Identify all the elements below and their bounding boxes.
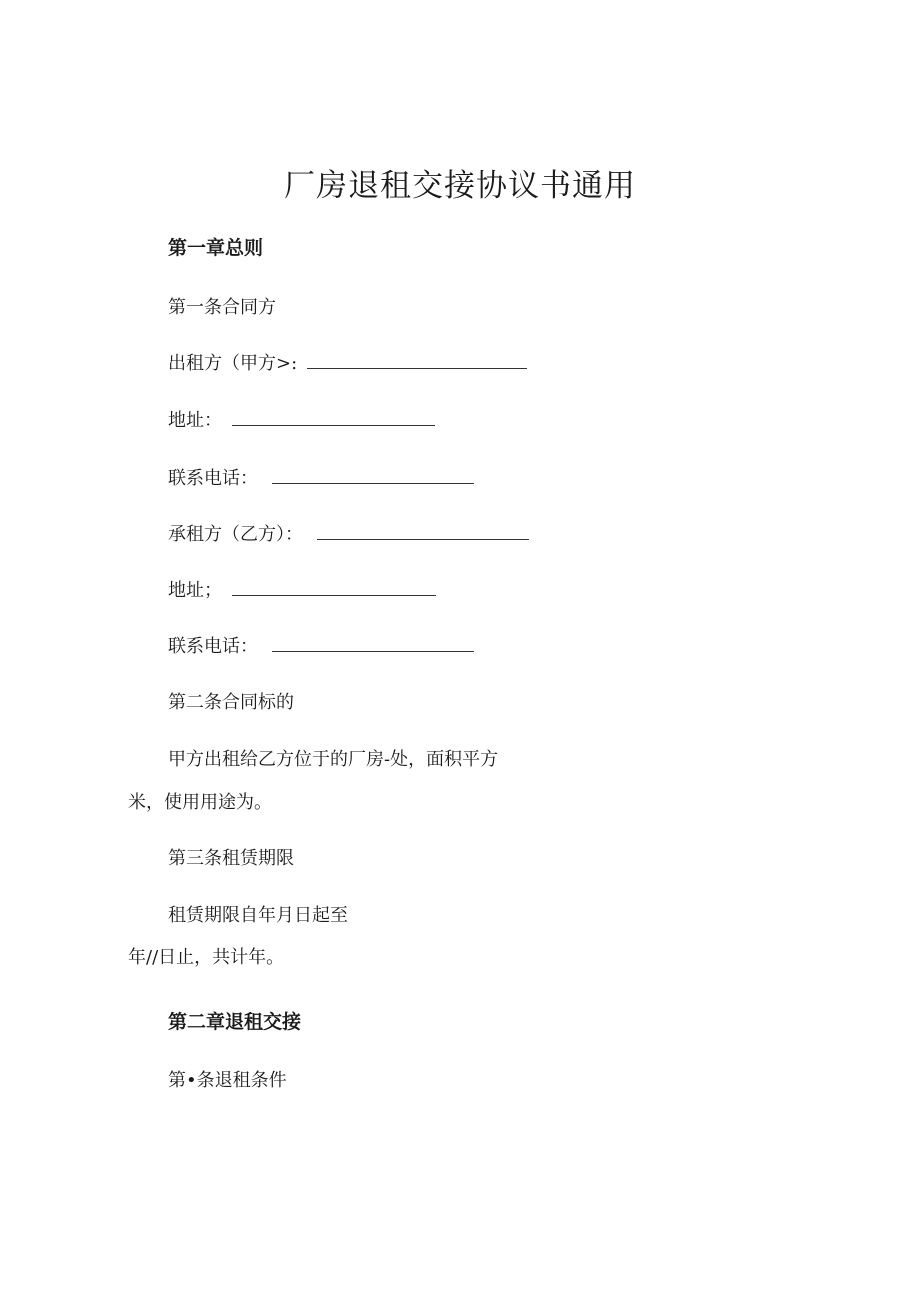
lessee-phone-blank[interactable]: [272, 635, 474, 652]
chapter-1-heading: 第一章总则: [168, 237, 264, 259]
lessee-row: [168, 523, 529, 547]
lessee-blank[interactable]: [317, 523, 529, 540]
lessee-address-label: 地址；: [168, 580, 222, 601]
chapter-2-heading: 第二章退租交接: [168, 1011, 302, 1033]
lessor-phone-label: 联系电话：: [168, 468, 258, 489]
lessee-phone-row: [168, 635, 474, 659]
lessor-row: [168, 352, 527, 376]
lessee-address-row: [168, 579, 436, 603]
lessor-address-row: [168, 409, 435, 433]
article-3-body-line-2: 年//日止，共计年。: [128, 947, 285, 968]
lessee-address-blank[interactable]: [232, 579, 436, 596]
article-2-heading: 第二条合同标的: [168, 692, 294, 713]
lessor-address-label: 地址：: [168, 410, 222, 431]
article-3-body-line-1: 租赁期限自年月日起至: [168, 905, 348, 926]
lessor-address-blank[interactable]: [232, 409, 435, 426]
article-2-body-line-1: 甲方出租给乙方位于的厂房-处，面积平方: [168, 749, 499, 770]
lessee-label: 承租方（乙方）：: [168, 524, 303, 545]
article-3-heading: 第三条租赁期限: [168, 848, 294, 869]
lessee-phone-label: 联系电话：: [168, 636, 258, 657]
article-first-heading: 第•条退租条件: [168, 1070, 287, 1091]
article-1-heading: 第一条合同方: [168, 297, 276, 318]
document-title: 厂房退租交接协议书通用: [284, 168, 636, 204]
article-2-body-line-2: 米，使用用途为。: [128, 792, 272, 813]
lessor-blank[interactable]: [307, 352, 527, 369]
lessor-label: 出租方（甲方>:: [168, 353, 298, 374]
lessor-phone-row: [168, 467, 474, 491]
lessor-phone-blank[interactable]: [272, 467, 474, 484]
